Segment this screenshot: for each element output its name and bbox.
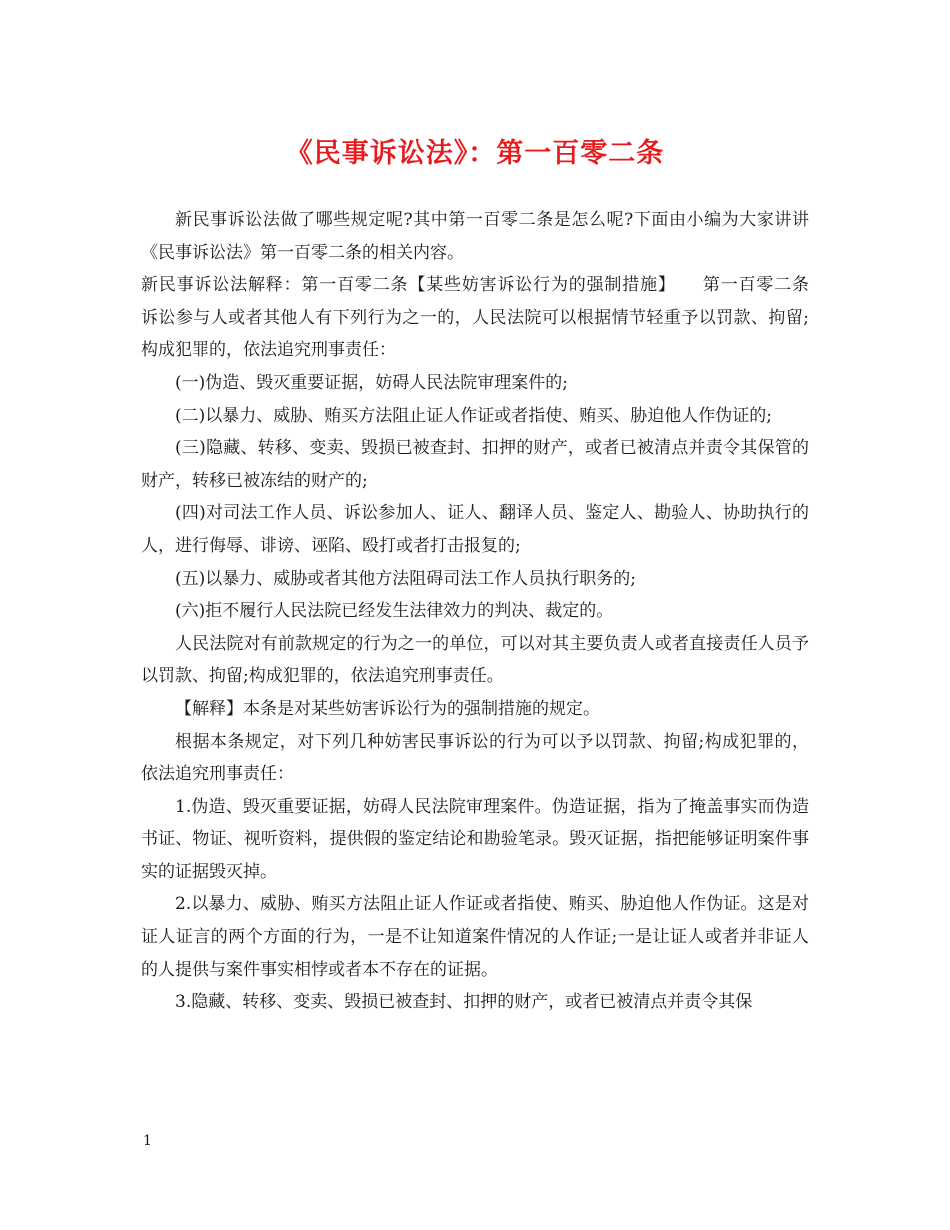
paragraph: (六)拒不履行人民法院已经发生法律效力的判决、裁定的。: [175, 601, 614, 622]
paragraph: 人民法院对有前款规定的行为之一的单位，可以对其主要负责人或者直接责任人员予以罚款、拘留;构成犯罪的，依法追究刑事责任。: [141, 633, 809, 687]
document-title: 《民事诉讼法》：第一百零二条: [285, 138, 665, 169]
paragraph: (四)对司法工作人员、诉讼参加人、证人、翻译人员、鉴定人、勘验人、协助执行的人，进行侮辱、诽谤、诬陷、殴打或者打击报复的;: [141, 503, 809, 556]
paragraph: (二)以暴力、威胁、贿买方法阻止证人作证或者指使、贿买、胁迫他人作伪证的;: [175, 405, 772, 426]
paragraph: 新民事诉讼法解释：第一百零二条【某些妨害诉讼行为的强制措施】 第一百零二条 诉讼参与人或者其他人有下列行为之一的，人民法院可以根据情节轻重予以罚款、拘留;构成犯罪的，依法追究刑事责任：: [141, 275, 826, 361]
paragraph: (三)隐藏、转移、变卖、毁损已被查封、扣押的财产，或者已被清点并责令其保管的财产，转移已被冻结的财产的;: [141, 438, 809, 491]
paragraph: 2.以暴力、威胁、贿买方法阻止证人作证或者指使、贿买、胁迫他人作伪证。这是对证人证言的两个方面的行为，一是不让知道案件情况的人作证;一是让证人或者并非证人的人提供与案件事实相悖或者本不存在的证据。: [141, 894, 809, 980]
document-body: [141, 204, 826, 1019]
paragraph: 【解释】本条是对某些妨害诉讼行为的强制措施的规定。: [175, 698, 600, 719]
paragraph: (五)以暴力、威胁或者其他方法阻碍司法工作人员执行职务的;: [175, 568, 636, 589]
paragraph: 根据本条规定，对下列几种妨害民事诉讼的行为可以予以罚款、拘留;构成犯罪的，依法追究刑事责任：: [141, 731, 809, 785]
page-number: 1: [143, 1133, 152, 1149]
paragraph: (一)伪造、毁灭重要证据，妨碍人民法院审理案件的;: [175, 372, 568, 393]
paragraph: 1.伪造、毁灭重要证据，妨碍人民法院审理案件。伪造证据，指为了掩盖事实而伪造书证、物证、视听资料，提供假的鉴定结论和勘验笔录。毁灭证据，指把能够证明案件事实的证据毁灭掉。: [141, 796, 809, 882]
paragraph: 新民事诉讼法做了哪些规定呢?其中第一百零二条是怎么呢?下面由小编为大家讲讲《民事诉讼法》第一百零二条的相关内容。: [141, 210, 809, 263]
paragraph: 3.隐藏、转移、变卖、毁损已被查封、扣押的财产，或者已被清点并责令其保: [175, 992, 753, 1013]
